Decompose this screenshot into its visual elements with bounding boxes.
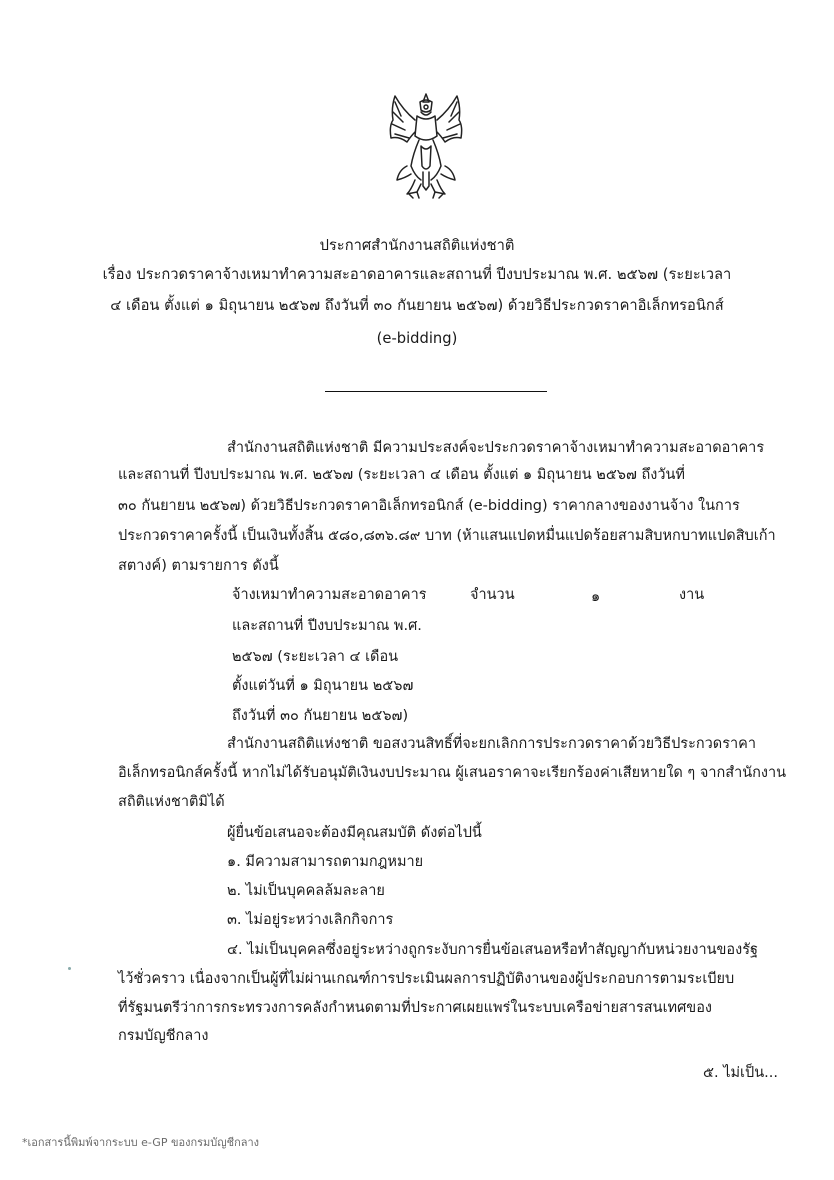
footer-note: *เอกสารนี้พิมพ์จากระบบ e-GP ของกรมบัญชีกลาง <box>22 1136 260 1149</box>
intro-line: ๓๐ กันยายน ๒๕๖๗) ด้วยวิธีประกวดราคาอิเล็กทรอนิกส์ (e-bidding) ราคากลางของงานจ้าง ในการ <box>118 498 740 514</box>
item-description-line: และสถานที่ ปีงบประมาณ พ.ศ. <box>232 618 422 634</box>
qualification-intro: ผู้ยื่นข้อเสนอจะต้องมีคุณสมบัติ ดังต่อไปนี้ <box>227 825 482 841</box>
intro-line: สตางค์) ตามรายการ ดังนี้ <box>118 558 279 574</box>
qualification-item-4-line: ๔. ไม่เป็นบุคคลซึ่งอยู่ระหว่างถูกระงับการยื่นข้อเสนอหรือทำสัญญากับหน่วยงานของรัฐ <box>227 942 758 958</box>
intro-line: และสถานที่ ปีงบประมาณ พ.ศ. ๒๕๖๗ (ระยะเวลา ๔ เดือน ตั้งแต่ ๑ มิถุนายน ๒๕๖๗ ถึงวันที่ <box>118 467 685 483</box>
qualification-item-4-line: ไว้ชั่วคราว เนื่องจากเป็นผู้ที่ไม่ผ่านเกณฑ์การประเมินผลการปฏิบัติงานของผู้ประกอบการตามระเบียบ <box>118 971 735 987</box>
qualification-item-4-line: ที่รัฐมนตรีว่าการกระทรวงการคลังกำหนดตามที่ประกาศเผยแพร่ในระบบเครือข่ายสารสนเทศของ <box>118 1000 712 1016</box>
reserve-line: อิเล็กทรอนิกส์ครั้งนี้ หากไม่ได้รับอนุมัติเงินงบประมาณ ผู้เสนอราคาจะเรียกร้องค่าเสียหายใด ๆ จากสำนักงาน <box>118 765 787 781</box>
intro-line: สำนักงานสถิติแห่งชาติ มีความประสงค์จะประกวดราคาจ้างเหมาทำความสะอาดอาคาร <box>227 440 765 456</box>
intro-line: ประกวดราคาครั้งนี้ เป็นเงินทั้งสิ้น ๕๘๐,๘๓๖.๘๙ บาท (ห้าแสนแปดหมื่นแปดร้อยสามสิบหกบาทแปดสิบเก้า <box>118 528 776 544</box>
title-divider <box>325 391 547 392</box>
item-description-line: จ้างเหมาทำความสะอาดอาคาร <box>232 587 427 603</box>
garuda-emblem <box>385 86 467 202</box>
reserve-line: สถิติแห่งชาติมิได้ <box>118 794 225 810</box>
subject-line-1: เรื่อง ประกวดราคาจ้างเหมาทำความสะอาดอาคารและสถานที่ ปีงบประมาณ พ.ศ. ๒๕๖๗ (ระยะเวลา <box>102 266 732 283</box>
reserve-line: สำนักงานสถิติแห่งชาติ ขอสงวนสิทธิ์ที่จะยกเลิกการประกวดราคาด้วยวิธีประกวดราคา <box>227 736 756 752</box>
item-description-line: ๒๕๖๗ (ระยะเวลา ๔ เดือน <box>232 649 399 665</box>
subject-line-3: (e-bidding) <box>376 330 458 347</box>
qualification-item-4-line: กรมบัญชีกลาง <box>118 1028 209 1044</box>
qualification-item: ๒. ไม่เป็นบุคคลล้มละลาย <box>227 883 385 899</box>
item-qty-label: จำนวน <box>470 587 515 603</box>
item-qty-value: ๑ <box>591 589 601 605</box>
item-unit: งาน <box>679 587 705 603</box>
item-description-line: ถึงวันที่ ๓๐ กันยายน ๒๕๖๗) <box>232 708 409 724</box>
continued-marker: ๕. ไม่เป็น... <box>703 1065 778 1081</box>
announcement-title: ประกาศสำนักงานสถิติแห่งชาติ <box>319 237 515 254</box>
qualification-item: ๑. มีความสามารถตามกฎหมาย <box>227 854 424 870</box>
item-description-line: ตั้งแต่วันที่ ๑ มิถุนายน ๒๕๖๗ <box>232 678 414 694</box>
qualification-item: ๓. ไม่อยู่ระหว่างเลิกกิจการ <box>227 912 394 928</box>
scan-speck <box>68 967 71 970</box>
subject-line-2: ๔ เดือน ตั้งแต่ ๑ มิถุนายน ๒๕๖๗ ถึงวันที่ ๓๐ กันยายน ๒๕๖๗) ด้วยวิธีประกวดราคาอิเล็กทรอนิกส์ <box>110 297 724 314</box>
